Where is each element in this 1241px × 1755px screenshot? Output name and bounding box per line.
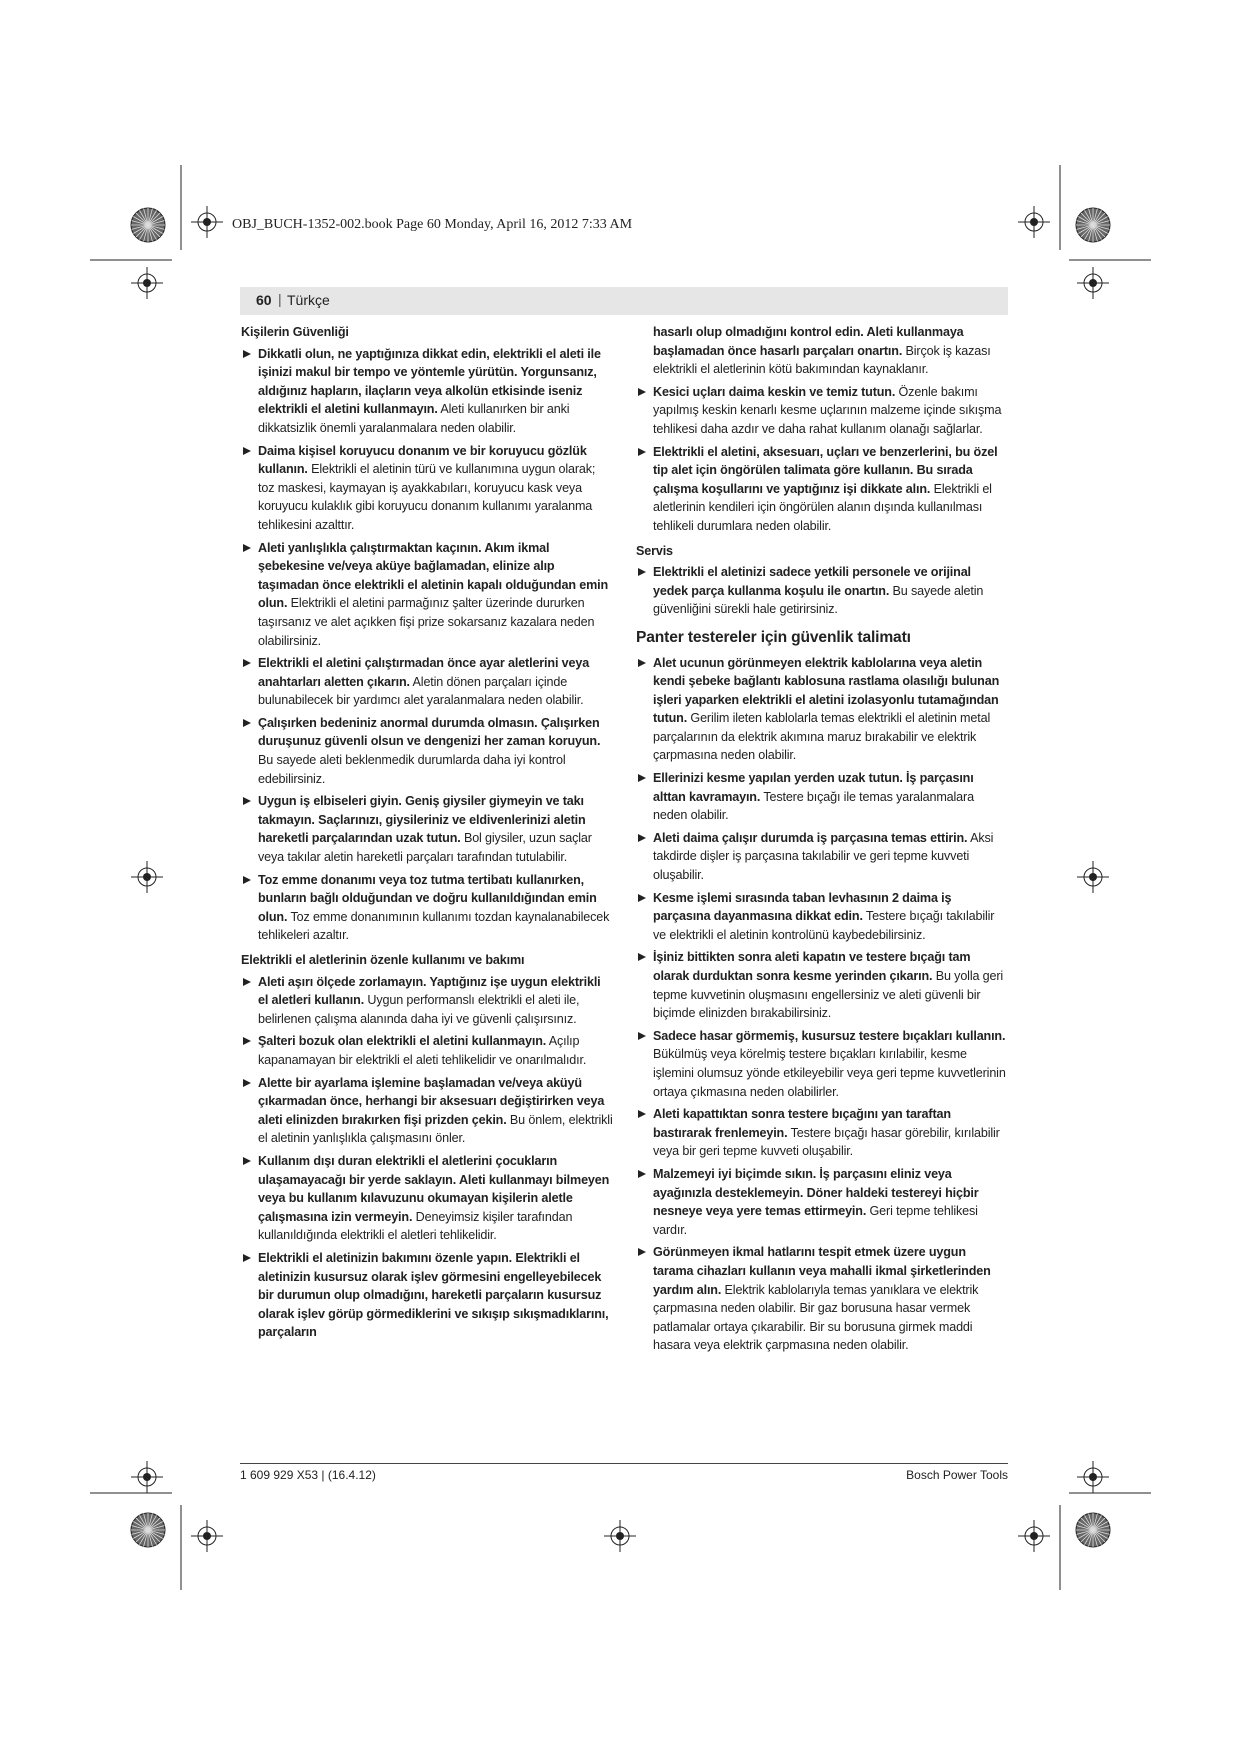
tool-care-list-continued bbox=[636, 383, 1008, 536]
bullet-triangle-icon bbox=[638, 448, 646, 456]
list-item-bold: Aleti daima çalışır durumda iş parçasına temas ettirin. bbox=[653, 830, 968, 845]
list-item bbox=[636, 769, 1008, 825]
section-title-personal-safety: Kişilerin Güvenliği bbox=[241, 325, 349, 339]
list-item-text: Aleti kullanırken bir anki dikkatsizlik önemli yaralanmalara neden olabilir. bbox=[258, 402, 570, 435]
bullet-triangle-icon bbox=[638, 834, 646, 842]
page-header bbox=[240, 287, 1008, 315]
list-item-bold: Kullanım dışı duran elektrikli el aletlerini çocukların ulaşamayacağı bir yerde saklayın. Aleti kullanmayı bilmeyen veya bu kullanım kılavuzunu okumayan kişilerin aletle çalışmasına izin vermeyin. bbox=[258, 1153, 610, 1224]
list-item bbox=[241, 871, 613, 945]
tool-care-list bbox=[241, 973, 613, 1342]
list-item-bold: Alette bir ayarlama işlemine başlamadan ve/veya aküyü çıkarmadan önce, herhangi bir aksesuarı değiştirirken veya aleti elinizden bırakırken fişi prizden çekin. bbox=[258, 1075, 605, 1127]
list-item-bold: Uygun iş elbiseleri giyin. Geniş giysiler giymeyin ve takı takmayın. Saçlarınızı, giysileriniz ve eldivenlerinizi aletin hareketli parçalarından uzak tutun. bbox=[258, 794, 586, 846]
list-item-text: Aksi takdirde dişler iş parçasına takılabilir ve geri tepme kuvveti oluşabilir. bbox=[653, 830, 994, 883]
list-item-bold: Elektrikli el aletini, aksesuarı, uçları ve benzerlerini, bu özel tip alet için öngörülen talimata göre kullanın. Bu sırada çalışma koşullarını ve yaptığınız işi dikkate alın. bbox=[653, 444, 998, 496]
list-item bbox=[241, 442, 613, 535]
list-item-text: Elektrikli el aletinin türü ve kullanımına uygun olarak; toz maskesi, kaymayan iş ayakkabıları, koruyucu kask veya koruyucu kulaklık gibi koruyucu donanım kullanımı yaralanma tehlikesini azalttır. bbox=[258, 462, 596, 532]
list-item bbox=[241, 1152, 613, 1245]
list-item-bold: Çalışırken bedeniniz anormal durumda olmasın. Çalışırken duruşunuz güvenli olsun ve dengenizi her zaman koruyun. bbox=[258, 715, 601, 749]
list-item-text: Uygun performanslı elektrikli el aleti ile, belirlenen çalışma alanında daha iyi ve güvenli çalışırsınız. bbox=[258, 993, 580, 1026]
list-item bbox=[636, 443, 1008, 536]
bullet-triangle-icon bbox=[243, 797, 251, 805]
list-item bbox=[636, 1165, 1008, 1239]
list-item-bold: Aleti yanlışlıkla çalıştırmaktan kaçının. Akım ikmal şebekesine ve/veya aküye bağlamadan, elinize alıp taşımadan önce elektrikli el aletinin kapalı olduğundan emin olun. bbox=[258, 540, 609, 611]
list-item bbox=[241, 654, 613, 710]
list-item-text: Gerilim ileten kablolarla temas elektrikli el aletinin metal parçalarının da elektrik akımına maruz bırakabilir ve elektrik çarpmasına neden olabilir. bbox=[653, 711, 991, 763]
bullet-triangle-icon bbox=[638, 388, 646, 396]
bullet-triangle-icon bbox=[243, 876, 251, 884]
section-title-service: Servis bbox=[636, 543, 673, 558]
header-language: Türkçe bbox=[287, 292, 330, 308]
list-item-bold: Görünmeyen ikmal hatlarını tespit etmek üzere uygun tarama cihazları kullanın veya mahalli ikmal şirketlerinden yardım alın. bbox=[653, 1245, 991, 1297]
list-item-bold: Ellerinizi kesme yapılan yerden uzak tutun. İş parçasını alttan kavramayın. bbox=[653, 771, 974, 804]
bullet-triangle-icon bbox=[243, 1157, 251, 1165]
bullet-triangle-icon bbox=[243, 350, 251, 358]
saw-safety-list bbox=[636, 654, 1008, 1355]
list-item bbox=[241, 345, 613, 438]
list-item bbox=[241, 714, 613, 788]
list-item-text: Testere bıçağı hasar görebilir, kırılabilir veya bir geri tepme kuvveti oluşabilir. bbox=[653, 1125, 1000, 1159]
list-item-text: Testere bıçağı takılabilir ve elektrikli el aletinin kontrolünü kaybedebilirsiniz. bbox=[653, 909, 995, 942]
list-item-text: Açılıp kapanamayan bir elektrikli el aleti tehlikelidir ve onarılmalıdır. bbox=[258, 1034, 587, 1067]
list-item-text: Bu önlem, elektrikli el aletinin yanlışlıkla çalışmasını önler. bbox=[258, 1112, 613, 1146]
right-column bbox=[636, 323, 1008, 1359]
bullet-triangle-icon bbox=[243, 1254, 251, 1262]
section-title-tool-care: Elektrikli el aletlerinin özenle kullanımı ve bakımı bbox=[241, 953, 525, 967]
list-item bbox=[636, 1105, 1008, 1161]
list-item bbox=[241, 792, 613, 866]
list-item bbox=[636, 563, 1008, 619]
list-item-bold: Toz emme donanımı veya toz tutma tertibatı kullanırken, bunların bağlı olduğundan ve doğru kullanıldığından emin olun. bbox=[258, 872, 597, 924]
footer-rule bbox=[240, 1463, 1008, 1464]
list-item-text: Bu yolla geri tepme kuvvetinin oluşmasını engellersiniz ve aleti güvenli bir biçimde elinizden bırakabilirsiniz. bbox=[653, 969, 1004, 1021]
bullet-triangle-icon bbox=[243, 978, 251, 986]
list-item bbox=[636, 654, 1008, 766]
list-item-bold: Aleti aşırı ölçede zorlamayın. Yaptığınız işe uygun elektrikli el aletleri kullanın. bbox=[258, 974, 601, 1008]
list-item bbox=[241, 539, 613, 651]
list-item-bold: Aleti kapattıktan sonra testere bıçağını yan taraftan bastırarak frenlemeyin. bbox=[653, 1107, 951, 1140]
bullet-triangle-icon bbox=[243, 1037, 251, 1045]
list-item-text: Aletin dönen parçaları içinde bulunabilecek bir yardımcı alet yaralanmalara neden olabilir. bbox=[258, 674, 584, 708]
list-item-bold: Kesici uçları daima keskin ve temiz tutun. bbox=[653, 384, 896, 399]
list-item-bold: Kesme işlemi sırasında taban levhasının 2 daima iş parçasına dayanmasına dikkat edin. bbox=[653, 890, 952, 924]
list-item-text: Özenle bakımı yapılmış keskin kenarlı kesme uçlarının malzeme içinde sıkışma tehlikesi daha azdır ve daha rahat kullanım olanağı sağlarlar. bbox=[653, 384, 1002, 436]
bullet-triangle-icon bbox=[638, 894, 646, 902]
list-item bbox=[241, 973, 613, 1029]
list-item-text: Elektrik kablolarıyla temas yanıklara ve elektrik çarpmasına neden olabilir. Bir gaz borusuna hasar vermek patlamalar ortaya çıkarabilir. Bir su borusuna girmek maddi hasara veya elektrik çarpmasına neden olabilir. bbox=[653, 1282, 979, 1353]
bullet-triangle-icon bbox=[243, 544, 251, 552]
page-number: 60 bbox=[256, 292, 272, 308]
list-item-bold: Elektrikli el aletini çalıştırmadan önce ayar aletlerini veya anahtarları aletten çıkarın. bbox=[258, 656, 590, 689]
list-item-text: Deneyimsiz kişiler tarafından kullanıldığında elektrikli el aletleri tehlikelidir. bbox=[258, 1209, 573, 1243]
bullet-triangle-icon bbox=[243, 659, 251, 667]
list-item-bold: Dikkatli olun, ne yaptığınıza dikkat edin, elektrikli el aleti ile işinizi makul bir tempo ve yöntemle yürütün. Yorgunsanız, aldığınız hapların, ilaçların veya alkolün etkisinde iseniz elektrikli el aletini kullanmayın. bbox=[258, 346, 601, 417]
bullet-triangle-icon bbox=[243, 1079, 251, 1087]
list-item bbox=[241, 1074, 613, 1148]
bullet-triangle-icon bbox=[638, 1032, 646, 1040]
bullet-triangle-icon bbox=[638, 774, 646, 782]
footer-right: Bosch Power Tools bbox=[906, 1468, 1008, 1482]
list-item bbox=[636, 1027, 1008, 1101]
list-item-text: Geri tepme tehlikesi vardır. bbox=[653, 1204, 978, 1237]
list-item-bold: İşiniz bittikten sonra aleti kapatın ve testere bıçağı tam olarak durduktan sonra kesme yerinden çıkarın. bbox=[653, 950, 971, 983]
list-item bbox=[241, 1032, 613, 1069]
continued-item-text: Birçok iş kazası elektrikli el aletlerinin kötü bakımından kaynaklanır. bbox=[653, 343, 991, 377]
list-item-bold: Elektrikli el aletinizin bakımını özenle yapın. Elektrikli el aletinizin kusursuz olarak işlev görmesini engelleyebilecek bir durumun olup olmadığını, hareketli parçaların kusursuz olarak işlev görüp görmediklerini ve sıkışıp sıkışmadıklarını, parçaların bbox=[258, 1250, 609, 1340]
bullet-triangle-icon bbox=[243, 719, 251, 727]
list-item-bold: Daima kişisel koruyucu donanım ve bir koruyucu gözlük kullanın. bbox=[258, 443, 587, 477]
print-info: OBJ_BUCH-1352-002.book Page 60 Monday, April 16, 2012 7:33 AM bbox=[232, 217, 633, 232]
list-item-text: Bol giysiler, uzun saçlar veya takılar aletin hareketli parçaları tarafından tutulabilir. bbox=[258, 831, 592, 865]
list-item-text: Elektrikli el aletini parmağınız şalter üzerinde dururken taşırsanız ve alet açıkken fişi prize sokarsanız kazalara neden olabilirsiniz. bbox=[258, 596, 595, 648]
list-item bbox=[636, 889, 1008, 945]
list-item bbox=[636, 383, 1008, 439]
bullet-triangle-icon bbox=[638, 1110, 646, 1118]
list-item-text: Bükülmüş veya körelmiş testere bıçakları kırılabilir, kesme işlemini olumsuz yönde etkileyebilir veya geri tepme kuvvetlerinin ortaya çıkmasına neden olabilirler. bbox=[653, 1047, 1006, 1099]
list-item-text: Bu sayede aletin güvenliğini sürekli hale getirirsiniz. bbox=[653, 583, 984, 617]
bullet-triangle-icon bbox=[638, 659, 646, 667]
service-list bbox=[636, 563, 1008, 619]
list-item-bold: Alet ucunun görünmeyen elektrik kablolarına veya aletin kendi şebeke bağlantı kablosuna rastlama olasılığı bulunan işleri yaparken elektrikli el aletini izolasyonlu tutamağından tutun. bbox=[653, 655, 1000, 726]
list-item-text: Elektrikli el aletlerinin kendileri için öngörülen alanın dışında kullanılması tehlikeli durumlara neden olabilir. bbox=[653, 481, 992, 533]
continued-item-bold: hasarlı olup olmadığını kontrol edin. Aleti kullanmaya başlamadan önce hasarlı parçaları onartın. bbox=[653, 325, 964, 358]
list-item-bold: Malzemeyi iyi biçimde sıkın. İş parçasını eliniz veya ayağınızla desteklemeyin. Döner haldeki testereyi hiçbir nesneye veya yere temas ettirmeyin. bbox=[653, 1166, 979, 1219]
footer-left: 1 609 929 X53 | (16.4.12) bbox=[240, 1468, 376, 1482]
list-item bbox=[636, 948, 1008, 1022]
list-item bbox=[636, 829, 1008, 885]
bullet-triangle-icon bbox=[638, 953, 646, 961]
header-separator: | bbox=[278, 291, 282, 307]
personal-safety-list bbox=[241, 345, 613, 945]
list-item-bold: Elektrikli el aletinizi sadece yetkili personele ve orijinal yedek parça kullanma koşulu ile onartın. bbox=[653, 565, 971, 598]
list-item-text: Toz emme donanımının kullanımı tozdan kaynalanabilecek tehlikeleri azaltır. bbox=[258, 909, 610, 943]
list-item-text: Bu sayede aleti beklenmedik durumlarda daha iyi kontrol edebilirsiniz. bbox=[258, 753, 566, 786]
list-item-bold: Sadece hasar görmemiş, kusursuz testere bıçakları kullanın. bbox=[653, 1028, 1006, 1043]
list-item-text: Testere bıçağı ile temas yaralanmalara neden olabilir. bbox=[653, 789, 974, 823]
list-item bbox=[636, 1243, 1008, 1355]
left-column bbox=[241, 323, 613, 1346]
continued-item bbox=[636, 323, 1008, 379]
saw-safety-heading: Panter testereler için güvenlik talimatı bbox=[636, 628, 911, 646]
bullet-triangle-icon bbox=[638, 1248, 646, 1256]
list-item-bold: Şalteri bozuk olan elektrikli el aletini kullanmayın. bbox=[258, 1034, 547, 1049]
list-item bbox=[241, 1249, 613, 1342]
bullet-triangle-icon bbox=[243, 447, 251, 455]
bullet-triangle-icon bbox=[638, 1170, 646, 1178]
bullet-triangle-icon bbox=[638, 568, 646, 576]
